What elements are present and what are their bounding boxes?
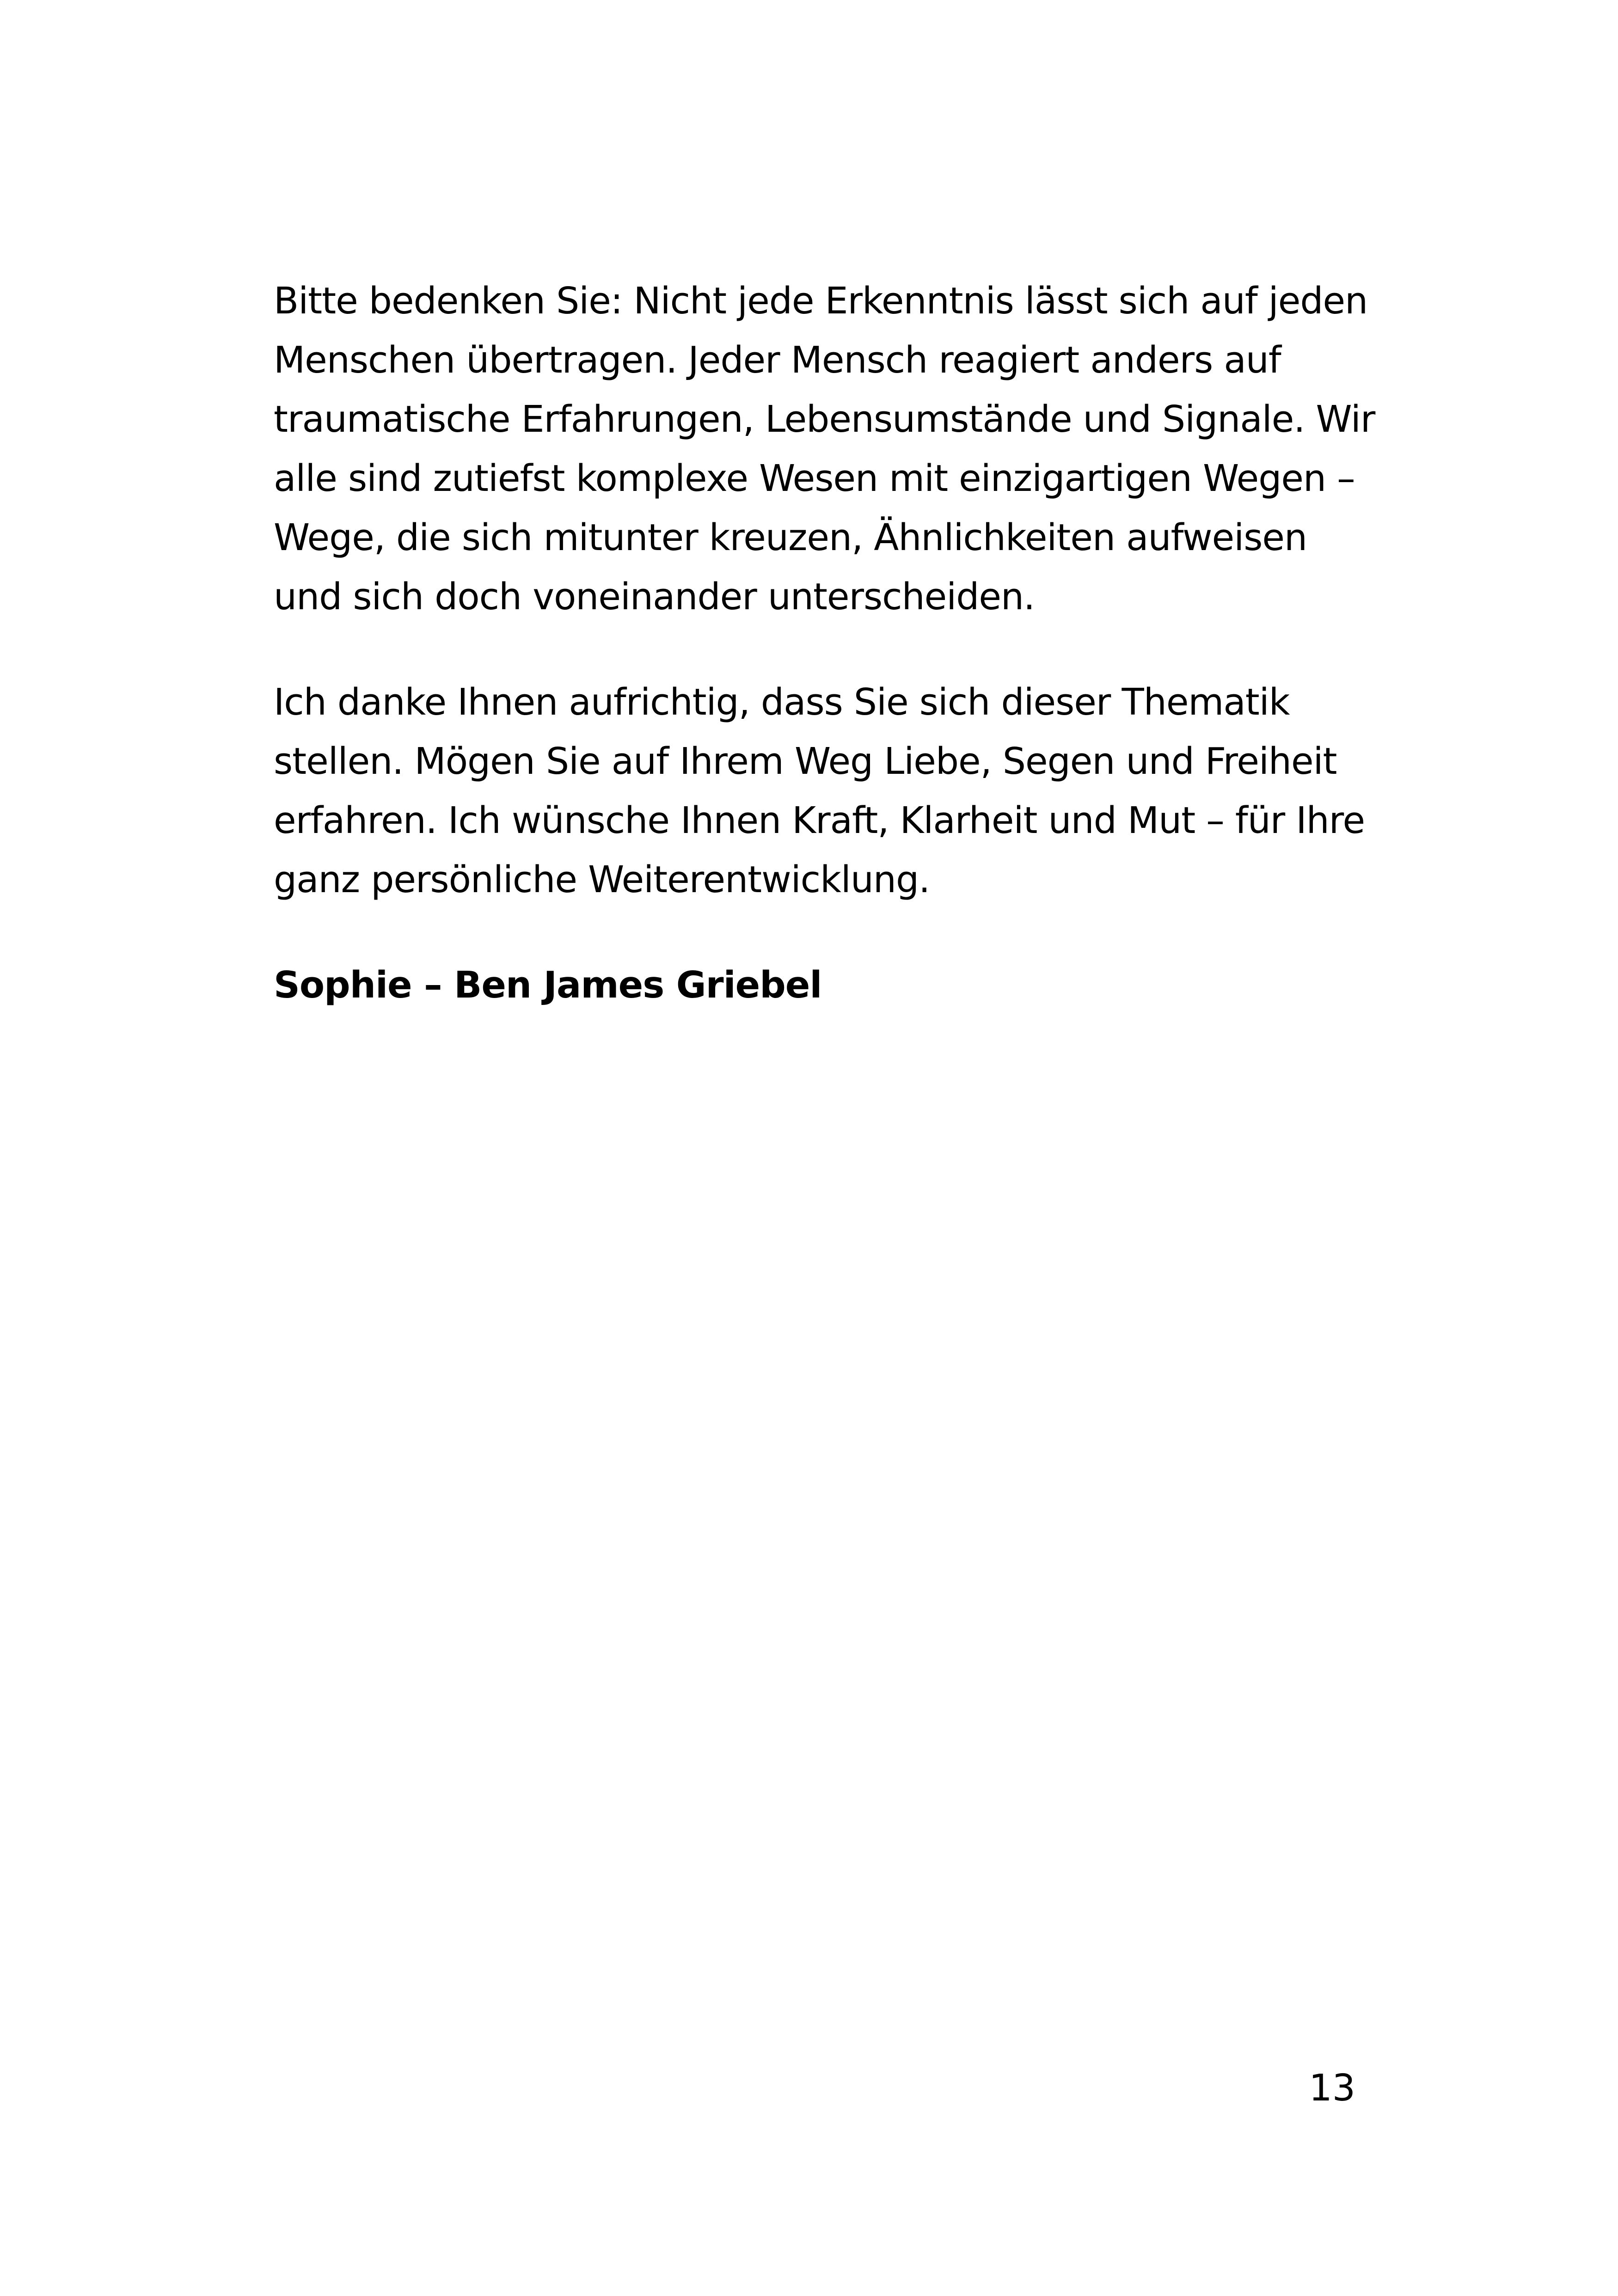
paragraph-line: erfahren. Ich wünsche Ihnen Kraft, Klarheit und Mut – für Ihre [274, 799, 1365, 842]
paragraph-line: traumatische Erfahrungen, Lebensumstände und Signale. Wir [274, 398, 1375, 441]
page-number: 13 [1309, 2067, 1355, 2109]
paragraph-line: Menschen übertragen. Jeder Mensch reagiert anders auf [274, 339, 1281, 381]
paragraph-line: ganz persönliche Weiterentwicklung. [274, 858, 930, 901]
paragraph-line: Ich danke Ihnen aufrichtig, dass Sie sich dieser Thematik [274, 681, 1290, 723]
paragraph-line: Bitte bedenken Sie: Nicht jede Erkenntnis lässt sich auf jeden [274, 280, 1368, 322]
paragraph-line: und sich doch voneinander unterscheiden. [274, 576, 1035, 618]
paragraph-line: alle sind zutiefst komplexe Wesen mit einzigartigen Wegen – [274, 457, 1355, 500]
author-signature: Sophie – Ben James Griebel [274, 964, 822, 1006]
paragraph-line: stellen. Mögen Sie auf Ihrem Weg Liebe, Segen und Freiheit [274, 740, 1337, 783]
paragraph-line: Wege, die sich mitunter kreuzen, Ähnlichkeiten aufweisen [274, 516, 1307, 559]
